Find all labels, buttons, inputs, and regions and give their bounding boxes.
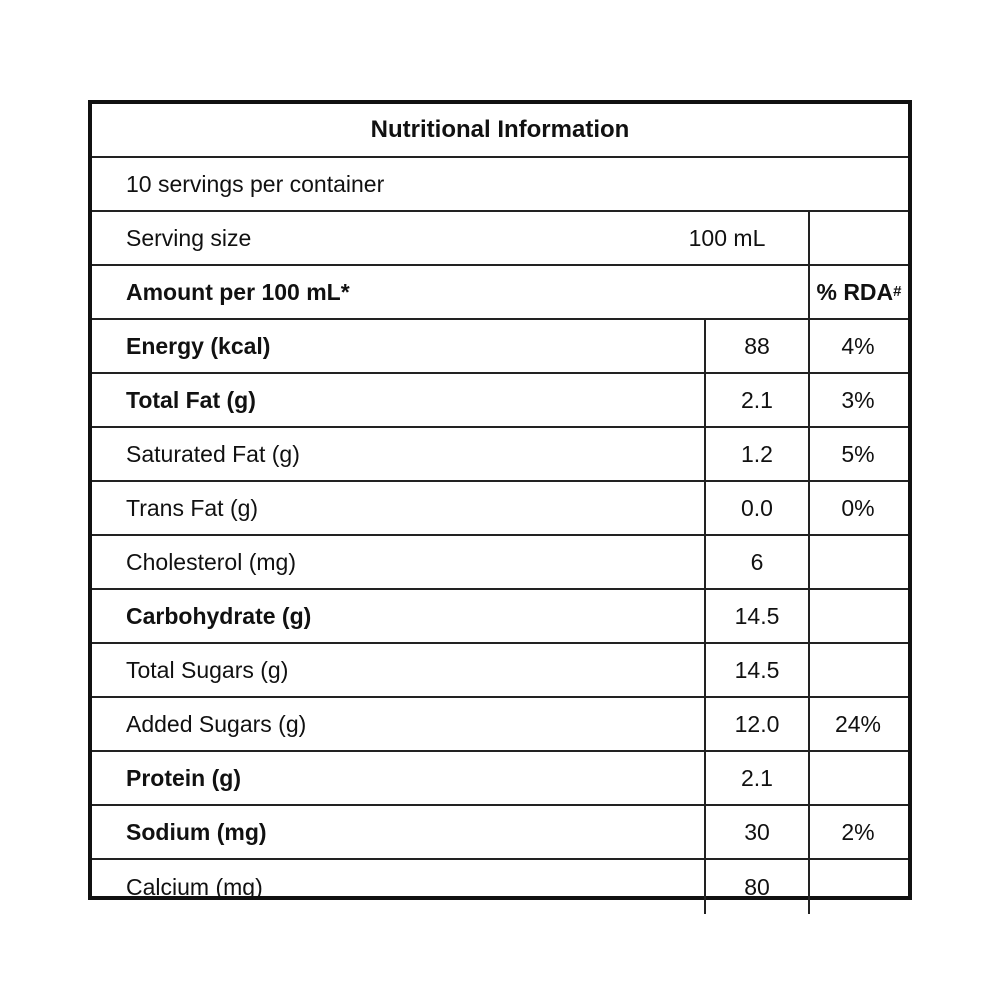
table-row [92,320,908,374]
amount-header-row [92,266,908,320]
table-row [92,860,908,914]
serving-size-label: Serving size [126,224,252,251]
nutrient-name: Protein (g) [126,764,241,791]
nutrient-amount: 14.5 [704,644,810,696]
nutrient-amount: 30 [704,806,810,858]
title-row [92,104,908,158]
nutrient-rda: 3% [841,386,875,413]
serving-size-value: 100 mL [688,224,766,251]
table-row [92,644,908,698]
nutrient-name: Cholesterol (mg) [126,548,296,575]
nutrient-amount: 6 [704,536,810,588]
nutrient-amount: 2.1 [704,374,810,426]
nutrient-name: Total Fat (g) [126,386,256,413]
nutrient-rda [808,536,908,588]
nutrient-amount: 2.1 [704,752,810,804]
nutrient-name: Sodium (mg) [126,818,267,845]
nutrient-name: Added Sugars (g) [126,710,307,737]
servings-per-container: 10 servings per container [126,170,385,197]
nutrient-name: Trans Fat (g) [126,494,259,521]
nutrient-amount: 80 [704,860,810,914]
rda-header-text: % RDA [816,278,894,305]
rda-header: % RDA # [808,266,908,318]
nutrient-rda [808,752,908,804]
nutrient-amount: 1.2 [704,428,810,480]
table-row [92,806,908,860]
table-row [92,428,908,482]
serving-size-row [92,212,908,266]
nutrient-amount: 12.0 [704,698,810,750]
nutrient-rda: 4% [841,332,875,359]
amount-header: Amount per 100 mL* [126,278,350,305]
nutrient-name: Saturated Fat (g) [126,440,300,467]
servings-row [92,158,908,212]
nutrient-name: Energy (kcal) [126,332,271,359]
nutrient-rda [808,590,908,642]
nutrient-amount: 88 [704,320,810,372]
nutrient-rda [808,860,908,914]
nutrient-name: Carbohydrate (g) [126,602,312,629]
nutrient-rda: 2% [841,818,875,845]
nutrient-name: Calcium (mg) [126,873,263,900]
serving-size-rda-cell [808,212,908,264]
nutrient-name: Total Sugars (g) [126,656,289,683]
table-row [92,374,908,428]
nutrient-amount: 0.0 [704,482,810,534]
nutrient-rda: 24% [834,710,882,737]
table-title: Nutritional Information [370,116,630,143]
table-row [92,752,908,806]
table-row [92,698,908,752]
nutrition-facts-table [88,100,912,900]
table-row [92,482,908,536]
table-row [92,536,908,590]
nutrient-rda: 0% [841,494,875,521]
nutrient-amount: 14.5 [704,590,810,642]
nutrient-rda [808,644,908,696]
table-row [92,590,908,644]
nutrient-rda: 5% [841,440,875,467]
